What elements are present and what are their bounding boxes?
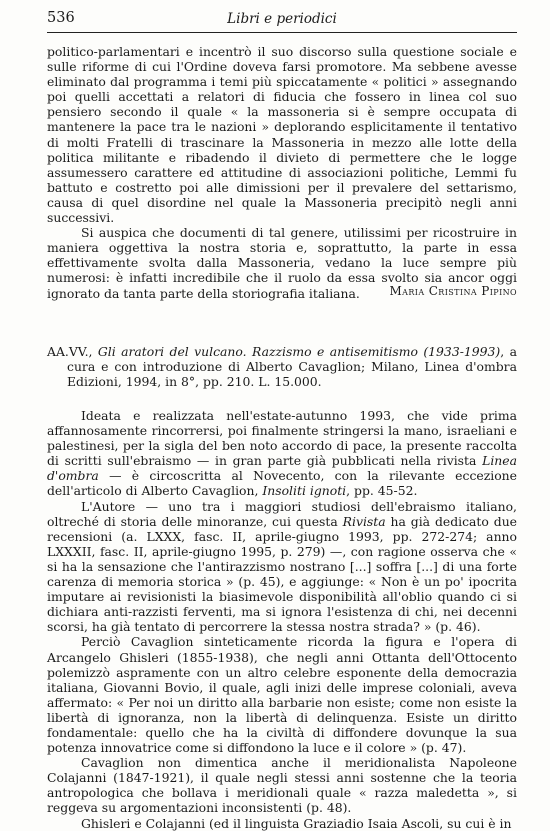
article-title: Insoliti ignoti (262, 483, 347, 499)
review-signature: Maria Cristina Pipino (389, 284, 517, 298)
paragraph: Ghisleri e Colajanni (ed il linguista Graziadio Isaia Ascoli, su cui è in (81, 815, 512, 831)
paragraph: Perciò Cavaglion sinteticamente ricorda la figura e l'opera di Arcangelo Ghisleri (1855-1938), che negli anni Ottanta dell'Ottocento polemizzò aspramente con un altro celebre esponente della democrazia italiana, Giovanni Bovio, il quale, agli inizi delle imprese coloniali, aveva affermato: « Per noi un diritto alla barbarie non esiste; come non esiste la libertà di ignoranza, non la libertà di delinquenza. Esiste un diritto fondamentale: quello che ha la civiltà di diffondere dovunque la sua potenza innovatrice come si diffondono la luce e il colore » (p. 47). (47, 634, 517, 756)
text-run: , pp. 45-52. (346, 483, 418, 499)
text-run: Ideata e realizzata nell'estate-autunno 1993, che vide prima affannosamente rincorrersi, poi finalmente stringersi la mano, israeliani e palestinesi, per la sigla del ben noto accordo di pace, la presente raccolta di scritti sull'ebraismo — in gran parte già pubblicati nella rivista (47, 408, 517, 469)
journal-title: Rivista (342, 513, 386, 529)
paragraph (47, 408, 517, 499)
running-title: Libri e periodici (227, 11, 337, 27)
paragraph: Cavaglion non dimentica anche il meridionalista Napoleone Colajanni (1847-1921), il quale negli stessi anni sostenne che la teoria antropologica che bollava i meridionali quale « razza maledetta », si reggeva su argomentazioni inconsistenti (p. 48). (47, 755, 517, 816)
bibliographic-entry (47, 344, 517, 389)
text-run: — è circoscritta al Novecento, con la rilevante eccezione dell'articolo di Alberto Cavaglion, (47, 468, 517, 499)
bib-details: , a cura e con introduzione di Alberto Cavaglion; Milano, Linea d'ombra Edizioni, 1994, in 8°, pp. 210. L. 15.000. (67, 344, 517, 390)
page-number: 536 (47, 10, 75, 26)
paragraph (47, 499, 517, 635)
paragraph: Si auspica che documenti di tal genere, utilissimi per ricostruire in maniera oggettiva la nostra storia e, soprattutto, la parte in essa effettivamente svolta dalla Massoneria, vedano la luce sempre più numerosi: è infatti incredibile che il ruolo da essa svolto sia ancor oggi ignorato da tanta parte della storiografia italiana. (47, 225, 517, 301)
previous-review-ending (47, 44, 517, 301)
review-body (47, 408, 517, 831)
bib-author: AA.VV., (47, 344, 93, 359)
text-run: L'Autore — uno tra i maggiori studiosi dell'ebraismo italiano, oltreché di storia delle minoranze, cui questa (47, 498, 517, 529)
journal-title: Linea d'ombra (47, 453, 517, 484)
text-run: ha già dedicato due recensioni (a. LXXX, fasc. II, aprile-giugno 1993, pp. 272-274; anno LXXXII, fasc. II, aprile-giugno 1995, p. 279) —, con ragione osserva che « si ha la sensazione che l'antirazzismo nostrano [...] soffra [...] di una forte carenza di memoria storica » (p. 45), e aggiunge: « Non è un po' ipocrita imputare ai revisionisti la biasimevole disponibilità all'oblio quando ci si dichiara anti-razzisti ferventi, ma si ignora l'esistenza di chi, nei decenni scorsi, ha già tentato di percorrere la stessa nostra strada? » (p. 46). (47, 513, 518, 635)
bib-title: Gli aratori del vulcano. Razzismo e antisemitismo (1933-1993) (97, 344, 501, 359)
paragraph: politico-parlamentari e incentrò il suo discorso sulla questione sociale e sulle riforme di cui l'Ordine doveva farsi promotore. Ma sebbene avesse eliminato dal programma i temi più spiccatamente « politici » assegnando poi quelli accettati a relatori di fiducia che fossero in linea col suo pensiero secondo il quale « la massoneria si è sempre occupata di mantenere la pace tra le nazioni » deplorando esplicitamente il tentativo di molti Fratelli di trascinare la Massoneria in mezzo alle lotte della politica militante e ribadendo il divieto di permettere che le logge assumessero carattere ed attitudine di associazioni politiche, Lemmi fu battuto e costretto poi alle dimissioni per il prevalere del settarismo, causa di quel disordine nel quale la Massoneria precipitò negli anni successivi. (47, 44, 517, 226)
page-header (47, 8, 517, 33)
